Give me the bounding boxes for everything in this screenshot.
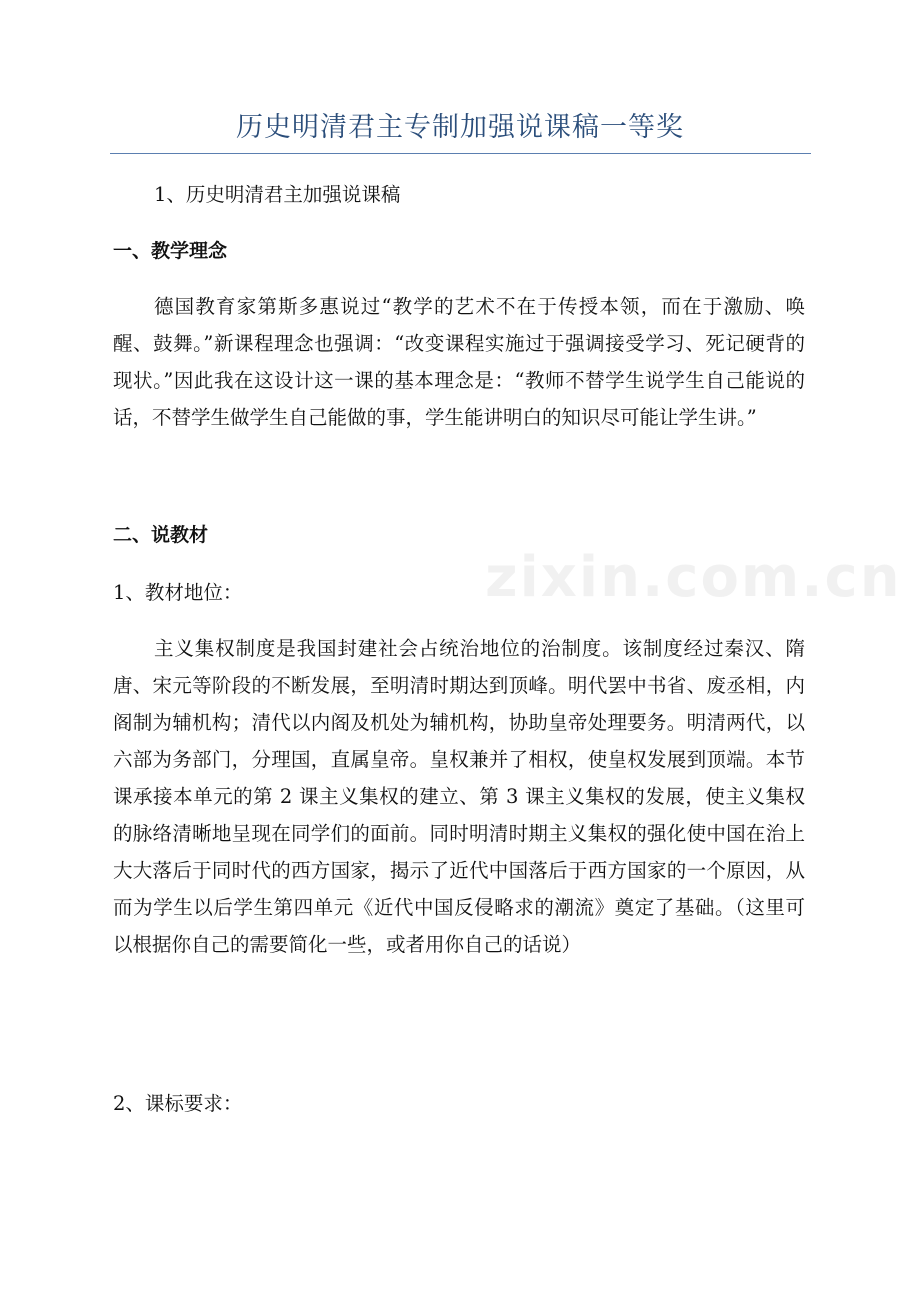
section-heading-teaching-philosophy: 一、教学理念 bbox=[113, 240, 228, 262]
title-underline bbox=[110, 153, 811, 154]
item-label-textbook-position: 1、教材地位： bbox=[113, 581, 243, 604]
paragraph-textbook-position: 主义集权制度是我国封建社会占统治地位的治制度。该制度经过秦汉、隋唐、宋元等阶段的不断发展，至明清时期达到顶峰。明代罢中书省、废丞相，内阁制为辅机构；清代以内阁及机处为辅机构，协助皇帝处理要务。明清两代，以六部为务部门，分理国，直属皇帝。皇权兼并了相权，使皇权发展到顶端。本节课承接本单元的第 2 课主义集权的建立、第 3 课主义集权的发展，使主义集权的脉络清晰地呈现在同学们的面前。同时明清时期主义集权的强化使中国在治上大大落后于同时代的西方国家，揭示了近代中国落后于西方国家的一个原因，从而为学生以后学生第四单元《近代中国反侵略求的潮流》奠定了基础。（这里可以根据你自己的需要简化一些，或者用你自己的话说） bbox=[113, 637, 805, 956]
document-title: 历史明清君主专制加强说课稿一等奖 bbox=[236, 112, 684, 143]
section-heading-textbook: 二、说教材 bbox=[113, 524, 209, 546]
paragraph-teaching-philosophy: 德国教育家第斯多惠说过“教学的艺术不在于传授本领，而在于激励、唤醒、鼓舞。”新课程理念也强调：“改变课程实施过于强调接受学习、死记硬背的现状。”因此我在这设计这一课的基本理念是：“教师不替学生说学生自己能说的话，不替学生做学生自己能做的事，学生能讲明白的知识尽可能让学生讲。” bbox=[113, 295, 805, 429]
watermark: zixin.com.cn bbox=[485, 545, 902, 610]
subtitle: 1、历史明清君主加强说课稿 bbox=[154, 183, 401, 206]
item-label-curriculum-requirements: 2、课标要求： bbox=[113, 1092, 243, 1115]
